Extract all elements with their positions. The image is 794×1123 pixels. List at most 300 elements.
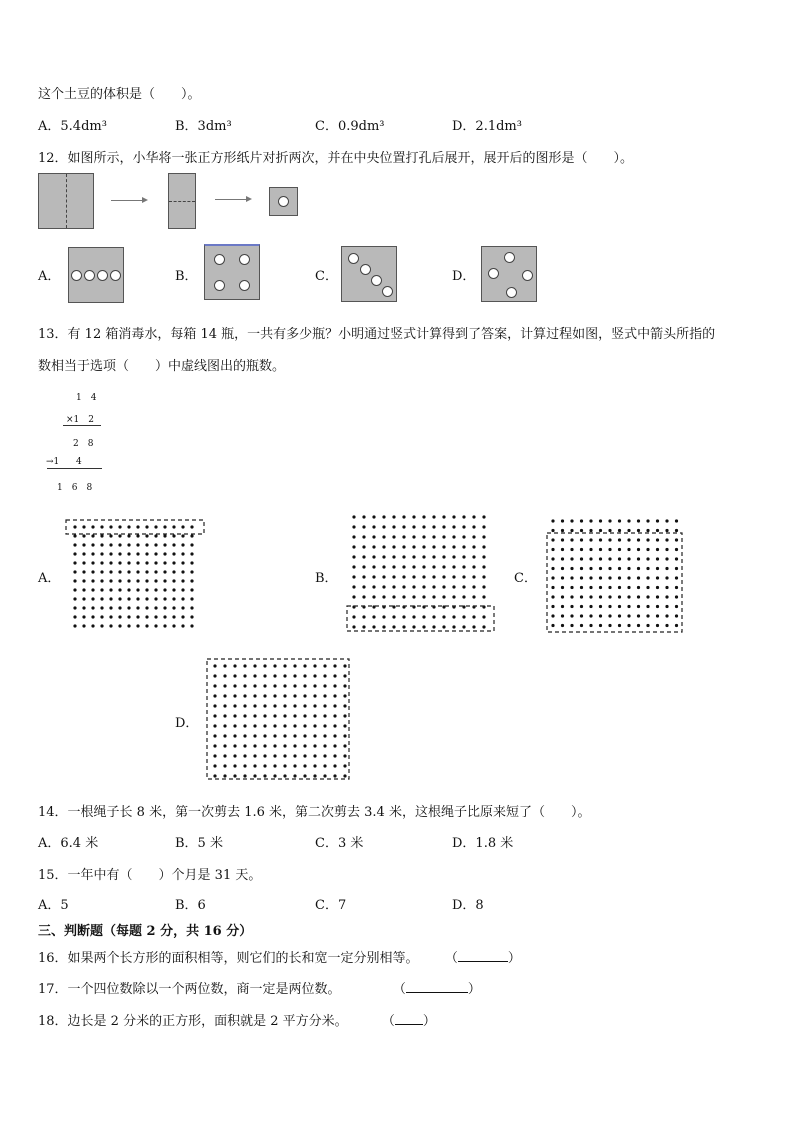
q13-option-d-figure[interactable] bbox=[203, 655, 355, 785]
q12-option-b-figure[interactable] bbox=[204, 244, 260, 300]
dot bbox=[675, 624, 678, 627]
dot bbox=[382, 555, 385, 558]
dot bbox=[561, 567, 564, 570]
dot bbox=[608, 586, 611, 589]
dot bbox=[482, 575, 485, 578]
dot bbox=[223, 704, 226, 707]
dot bbox=[253, 734, 256, 737]
q15-option-b[interactable]: B．6 bbox=[175, 898, 206, 913]
dot bbox=[223, 694, 226, 697]
dot bbox=[589, 548, 592, 551]
dot bbox=[472, 525, 475, 528]
dot bbox=[91, 624, 94, 627]
dot bbox=[462, 615, 465, 618]
dot bbox=[472, 595, 475, 598]
dot bbox=[618, 614, 621, 617]
dot bbox=[263, 714, 266, 717]
dot bbox=[118, 570, 121, 573]
dot bbox=[442, 585, 445, 588]
dot bbox=[570, 557, 573, 560]
dot bbox=[172, 534, 175, 537]
dot bbox=[263, 774, 266, 777]
dot bbox=[675, 538, 678, 541]
dot bbox=[190, 561, 193, 564]
dot bbox=[352, 575, 355, 578]
dot bbox=[580, 538, 583, 541]
dot bbox=[561, 595, 564, 598]
dot bbox=[213, 754, 216, 757]
dot bbox=[482, 615, 485, 618]
q12-label-b[interactable]: B． bbox=[175, 269, 198, 284]
dot bbox=[442, 555, 445, 558]
dot bbox=[172, 561, 175, 564]
dot bbox=[392, 535, 395, 538]
dot bbox=[118, 534, 121, 537]
dot bbox=[432, 555, 435, 558]
dot bbox=[637, 567, 640, 570]
dot bbox=[303, 734, 306, 737]
dot bbox=[163, 624, 166, 627]
dot bbox=[293, 714, 296, 717]
dot bbox=[136, 561, 139, 564]
dot bbox=[223, 674, 226, 677]
dot bbox=[637, 624, 640, 627]
dot bbox=[618, 529, 621, 532]
dot bbox=[452, 535, 455, 538]
q12-stem: 12．如图所示，小华将一张正方形纸片对折两次，并在中央位置打孔后展开，展开后的图形是（ ）。 bbox=[38, 151, 634, 166]
dot bbox=[627, 614, 630, 617]
dot bbox=[100, 534, 103, 537]
dot bbox=[646, 548, 649, 551]
dot bbox=[273, 674, 276, 677]
dot bbox=[561, 538, 564, 541]
dot bbox=[452, 565, 455, 568]
dot bbox=[283, 674, 286, 677]
dot bbox=[213, 764, 216, 767]
dot bbox=[589, 576, 592, 579]
dot bbox=[551, 595, 554, 598]
dot bbox=[599, 614, 602, 617]
q12-label-a[interactable]: A． bbox=[38, 269, 61, 284]
dot bbox=[412, 595, 415, 598]
dot bbox=[190, 525, 193, 528]
dot bbox=[422, 615, 425, 618]
dot bbox=[303, 774, 306, 777]
dot bbox=[551, 548, 554, 551]
dot bbox=[323, 734, 326, 737]
dot bbox=[163, 606, 166, 609]
dot bbox=[181, 597, 184, 600]
dot bbox=[82, 525, 85, 528]
dot bbox=[608, 595, 611, 598]
q12-label-d[interactable]: D． bbox=[452, 269, 476, 284]
dot bbox=[233, 674, 236, 677]
dot bbox=[293, 774, 296, 777]
dot bbox=[82, 624, 85, 627]
dot bbox=[580, 624, 583, 627]
dot bbox=[382, 515, 385, 518]
q14-option-a[interactable]: A．6.4 米 bbox=[38, 836, 99, 851]
dot bbox=[154, 561, 157, 564]
dot bbox=[422, 555, 425, 558]
dot bbox=[452, 625, 455, 628]
dot bbox=[656, 595, 659, 598]
dot bbox=[402, 545, 405, 548]
dot bbox=[646, 538, 649, 541]
dot bbox=[333, 754, 336, 757]
dot bbox=[273, 764, 276, 767]
dot bbox=[109, 624, 112, 627]
dot bbox=[412, 525, 415, 528]
q14-option-b[interactable]: B．5 米 bbox=[175, 836, 223, 851]
dot bbox=[154, 552, 157, 555]
dot bbox=[599, 605, 602, 608]
dot bbox=[127, 552, 130, 555]
dot bbox=[73, 525, 76, 528]
dot bbox=[127, 534, 130, 537]
dot bbox=[127, 624, 130, 627]
dot bbox=[422, 595, 425, 598]
dot bbox=[118, 561, 121, 564]
dot bbox=[273, 754, 276, 757]
dot bbox=[432, 575, 435, 578]
dot bbox=[618, 595, 621, 598]
dot bbox=[273, 704, 276, 707]
dot bbox=[599, 548, 602, 551]
q18-blank-open: （ bbox=[381, 1014, 395, 1029]
dot bbox=[303, 724, 306, 727]
q13-label-a[interactable]: A． bbox=[38, 571, 61, 586]
dot bbox=[482, 625, 485, 628]
dot bbox=[599, 557, 602, 560]
dot bbox=[343, 744, 346, 747]
dot bbox=[118, 624, 121, 627]
q17-blank-close: ） bbox=[467, 982, 481, 997]
dot bbox=[303, 704, 306, 707]
dot bbox=[91, 597, 94, 600]
dot bbox=[233, 684, 236, 687]
dot bbox=[442, 575, 445, 578]
q13-option-a-figure[interactable] bbox=[60, 514, 210, 639]
q13-option-b-figure[interactable] bbox=[342, 510, 502, 638]
dot bbox=[273, 744, 276, 747]
dot bbox=[333, 694, 336, 697]
dot bbox=[570, 586, 573, 589]
dot bbox=[580, 576, 583, 579]
dot bbox=[343, 764, 346, 767]
dot bbox=[253, 724, 256, 727]
dot bbox=[402, 555, 405, 558]
dot bbox=[372, 535, 375, 538]
dot bbox=[472, 575, 475, 578]
dot bbox=[452, 615, 455, 618]
q11-option-c[interactable]: C．0.9dm³ bbox=[315, 119, 385, 134]
dot bbox=[233, 704, 236, 707]
calc-multiplier: ×1 2 bbox=[66, 415, 94, 425]
dot bbox=[145, 597, 148, 600]
paper-folded-twice bbox=[269, 187, 298, 216]
q13-label-c[interactable]: C． bbox=[514, 571, 537, 586]
dot bbox=[402, 535, 405, 538]
dot bbox=[100, 525, 103, 528]
dot bbox=[646, 519, 649, 522]
dot bbox=[665, 595, 668, 598]
dot bbox=[154, 525, 157, 528]
dot bbox=[73, 561, 76, 564]
dot bbox=[627, 576, 630, 579]
dot bbox=[646, 586, 649, 589]
dot bbox=[422, 525, 425, 528]
dot bbox=[452, 555, 455, 558]
dot bbox=[91, 534, 94, 537]
q12-option-d-figure[interactable] bbox=[481, 246, 537, 302]
dot bbox=[163, 525, 166, 528]
dot bbox=[283, 664, 286, 667]
dot bbox=[154, 570, 157, 573]
dot bbox=[213, 774, 216, 777]
dot bbox=[136, 597, 139, 600]
dot bbox=[442, 615, 445, 618]
dot bbox=[73, 588, 76, 591]
dot bbox=[646, 624, 649, 627]
dot bbox=[372, 515, 375, 518]
dot bbox=[263, 744, 266, 747]
dot bbox=[313, 744, 316, 747]
q11-option-d[interactable]: D．2.1dm³ bbox=[452, 119, 522, 134]
dot bbox=[233, 724, 236, 727]
dot bbox=[608, 529, 611, 532]
q12-option-a-figure[interactable] bbox=[68, 247, 124, 303]
dot bbox=[223, 734, 226, 737]
dot bbox=[323, 744, 326, 747]
dot bbox=[273, 734, 276, 737]
dot bbox=[190, 624, 193, 627]
dot bbox=[627, 538, 630, 541]
dot bbox=[382, 625, 385, 628]
dot bbox=[127, 543, 130, 546]
dot bbox=[442, 545, 445, 548]
dot bbox=[442, 515, 445, 518]
dot bbox=[303, 714, 306, 717]
dot bbox=[190, 534, 193, 537]
q18-blank-close: ） bbox=[422, 1014, 436, 1029]
dot bbox=[213, 734, 216, 737]
dot bbox=[589, 586, 592, 589]
dot bbox=[263, 664, 266, 667]
dot bbox=[333, 774, 336, 777]
dot bbox=[313, 734, 316, 737]
dot bbox=[333, 684, 336, 687]
dot bbox=[372, 565, 375, 568]
dot bbox=[412, 545, 415, 548]
dot bbox=[293, 704, 296, 707]
dot bbox=[118, 552, 121, 555]
dot bbox=[580, 567, 583, 570]
dot bbox=[637, 519, 640, 522]
dot bbox=[190, 588, 193, 591]
dot bbox=[646, 576, 649, 579]
dot bbox=[343, 704, 346, 707]
q14-stem: 14．一根绳子长 8 米，第一次剪去 1.6 米，第二次剪去 3.4 米，这根绳子比原来短了（ ）。 bbox=[38, 805, 591, 820]
dot bbox=[323, 714, 326, 717]
dot bbox=[561, 586, 564, 589]
dot bbox=[352, 615, 355, 618]
dot bbox=[551, 624, 554, 627]
dot bbox=[392, 575, 395, 578]
q11-option-b[interactable]: B．3dm³ bbox=[175, 119, 232, 134]
dot bbox=[273, 774, 276, 777]
dot bbox=[243, 694, 246, 697]
dot bbox=[100, 606, 103, 609]
dot bbox=[313, 724, 316, 727]
dot bbox=[82, 606, 85, 609]
q13-label-d[interactable]: D． bbox=[175, 716, 199, 731]
dot bbox=[127, 606, 130, 609]
dot bbox=[665, 576, 668, 579]
q18-answer-blank[interactable] bbox=[395, 1012, 423, 1025]
dot bbox=[637, 529, 640, 532]
dot bbox=[243, 684, 246, 687]
dashed-highlight bbox=[547, 533, 682, 632]
dot bbox=[154, 615, 157, 618]
dot bbox=[570, 548, 573, 551]
dot bbox=[392, 615, 395, 618]
dot bbox=[100, 570, 103, 573]
dot bbox=[382, 535, 385, 538]
dot bbox=[665, 567, 668, 570]
q11-option-a[interactable]: A．5.4dm³ bbox=[38, 119, 107, 134]
dot bbox=[608, 614, 611, 617]
dot bbox=[163, 552, 166, 555]
dot bbox=[402, 515, 405, 518]
dot bbox=[263, 704, 266, 707]
q15-option-a[interactable]: A．5 bbox=[38, 898, 69, 913]
dot bbox=[402, 565, 405, 568]
q17-answer-blank[interactable] bbox=[406, 980, 468, 993]
dot bbox=[580, 529, 583, 532]
dot bbox=[73, 552, 76, 555]
dot bbox=[372, 585, 375, 588]
dot bbox=[580, 557, 583, 560]
q16-answer-blank[interactable] bbox=[458, 949, 508, 962]
q13-option-c-figure[interactable] bbox=[543, 514, 688, 636]
dot bbox=[145, 615, 148, 618]
dot bbox=[656, 538, 659, 541]
dot bbox=[343, 734, 346, 737]
dot bbox=[589, 519, 592, 522]
dot bbox=[462, 625, 465, 628]
dot bbox=[352, 625, 355, 628]
dot bbox=[392, 525, 395, 528]
dot bbox=[154, 534, 157, 537]
dot bbox=[392, 565, 395, 568]
dot bbox=[637, 605, 640, 608]
dot bbox=[91, 552, 94, 555]
dot bbox=[100, 615, 103, 618]
dot bbox=[627, 557, 630, 560]
dot bbox=[452, 595, 455, 598]
dot bbox=[412, 625, 415, 628]
q15-option-c[interactable]: C．7 bbox=[315, 898, 347, 913]
dot bbox=[91, 588, 94, 591]
arrow-right-icon bbox=[215, 199, 247, 200]
q15-option-d[interactable]: D．8 bbox=[452, 898, 484, 913]
q18-stem: 18．边长是 2 分米的正方形，面积就是 2 平方分米。 bbox=[38, 1014, 348, 1029]
dot bbox=[273, 684, 276, 687]
dot bbox=[213, 744, 216, 747]
dot bbox=[656, 586, 659, 589]
q14-option-c[interactable]: C．3 米 bbox=[315, 836, 364, 851]
dot bbox=[145, 552, 148, 555]
dot bbox=[392, 545, 395, 548]
dot bbox=[362, 535, 365, 538]
dot bbox=[91, 615, 94, 618]
dot bbox=[618, 624, 621, 627]
dot bbox=[551, 538, 554, 541]
dot bbox=[163, 561, 166, 564]
calc-multiplicand: 1 4 bbox=[76, 393, 97, 403]
dot bbox=[163, 570, 166, 573]
q18-row bbox=[38, 1010, 436, 1029]
dot bbox=[561, 529, 564, 532]
dot bbox=[551, 576, 554, 579]
dot bbox=[145, 579, 148, 582]
dot bbox=[293, 734, 296, 737]
dot bbox=[303, 754, 306, 757]
dot bbox=[243, 764, 246, 767]
dot bbox=[233, 664, 236, 667]
dot bbox=[136, 588, 139, 591]
dot bbox=[362, 525, 365, 528]
dot bbox=[293, 684, 296, 687]
dot bbox=[412, 615, 415, 618]
dot bbox=[665, 586, 668, 589]
q13-label-b[interactable]: B． bbox=[315, 571, 338, 586]
dot bbox=[118, 525, 121, 528]
dot bbox=[362, 595, 365, 598]
dot bbox=[482, 585, 485, 588]
dot bbox=[656, 529, 659, 532]
dot bbox=[136, 615, 139, 618]
q14-option-d[interactable]: D．1.8 米 bbox=[452, 836, 514, 851]
dot bbox=[154, 579, 157, 582]
dot bbox=[181, 552, 184, 555]
dot bbox=[243, 724, 246, 727]
dot bbox=[181, 543, 184, 546]
dot bbox=[100, 597, 103, 600]
dot bbox=[665, 538, 668, 541]
dot bbox=[172, 597, 175, 600]
dot bbox=[263, 694, 266, 697]
dot bbox=[190, 615, 193, 618]
dot bbox=[637, 548, 640, 551]
q12-label-c[interactable]: C． bbox=[315, 269, 338, 284]
q12-option-c-figure[interactable] bbox=[341, 246, 397, 302]
dot bbox=[656, 567, 659, 570]
dot bbox=[190, 597, 193, 600]
dot bbox=[82, 534, 85, 537]
dot bbox=[637, 557, 640, 560]
dot bbox=[100, 561, 103, 564]
dot bbox=[372, 545, 375, 548]
dot bbox=[253, 764, 256, 767]
dot bbox=[372, 595, 375, 598]
dot bbox=[273, 664, 276, 667]
dot bbox=[303, 764, 306, 767]
q13-stem-line1: 13．有 12 箱消毒水，每箱 14 瓶，一共有多少瓶？小明通过竖式计算得到了答案，计算过程如图，竖式中箭头所指的 bbox=[38, 327, 716, 342]
dot bbox=[372, 625, 375, 628]
dot bbox=[665, 519, 668, 522]
